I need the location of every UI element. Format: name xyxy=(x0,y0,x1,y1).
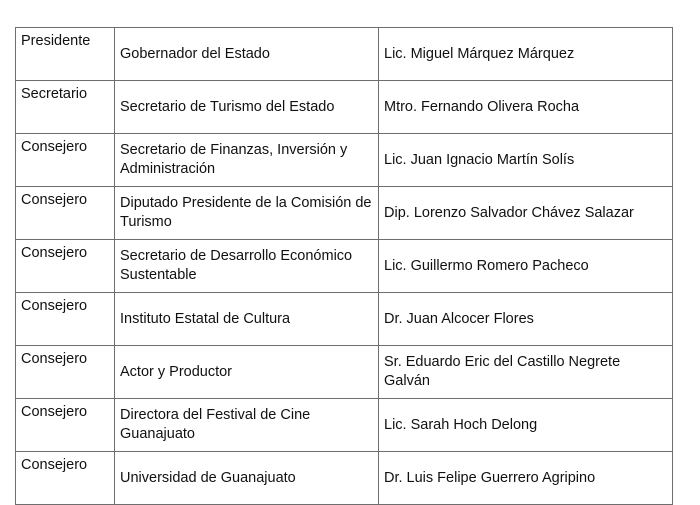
name-cell: Lic. Guillermo Romero Pacheco xyxy=(379,240,673,293)
position-cell: Diputado Presidente de la Comisión de Turismo xyxy=(115,187,379,240)
role-cell: Secretario xyxy=(16,81,115,134)
table-row xyxy=(16,240,673,293)
role-cell: Presidente xyxy=(16,28,115,81)
table-row xyxy=(16,28,673,81)
role-cell: Consejero xyxy=(16,399,115,452)
position-cell: Actor y Productor xyxy=(115,346,379,399)
table-row xyxy=(16,187,673,240)
position-cell: Secretario de Desarrollo Económico Sustentable xyxy=(115,240,379,293)
position-cell: Universidad de Guanajuato xyxy=(115,452,379,505)
name-cell: Lic. Juan Ignacio Martín Solís xyxy=(379,134,673,187)
table-row xyxy=(16,452,673,505)
role-cell: Consejero xyxy=(16,240,115,293)
name-cell: Lic. Sarah Hoch Delong xyxy=(379,399,673,452)
role-cell: Consejero xyxy=(16,293,115,346)
role-cell: Consejero xyxy=(16,187,115,240)
council-members-table xyxy=(15,27,673,505)
table-row xyxy=(16,81,673,134)
name-cell: Lic. Miguel Márquez Márquez xyxy=(379,28,673,81)
position-cell: Gobernador del Estado xyxy=(115,28,379,81)
name-cell: Sr. Eduardo Eric del Castillo Negrete Galván xyxy=(379,346,673,399)
position-cell: Secretario de Turismo del Estado xyxy=(115,81,379,134)
position-cell: Secretario de Finanzas, Inversión y Administración xyxy=(115,134,379,187)
name-cell: Dip. Lorenzo Salvador Chávez Salazar xyxy=(379,187,673,240)
role-cell: Consejero xyxy=(16,452,115,505)
table-row xyxy=(16,346,673,399)
name-cell: Dr. Juan Alcocer Flores xyxy=(379,293,673,346)
role-cell: Consejero xyxy=(16,134,115,187)
name-cell: Dr. Luis Felipe Guerrero Agripino xyxy=(379,452,673,505)
name-cell: Mtro. Fernando Olivera Rocha xyxy=(379,81,673,134)
position-cell: Directora del Festival de Cine Guanajuato xyxy=(115,399,379,452)
table-row xyxy=(16,293,673,346)
table-row xyxy=(16,399,673,452)
position-cell: Instituto Estatal de Cultura xyxy=(115,293,379,346)
role-cell: Consejero xyxy=(16,346,115,399)
table-row xyxy=(16,134,673,187)
